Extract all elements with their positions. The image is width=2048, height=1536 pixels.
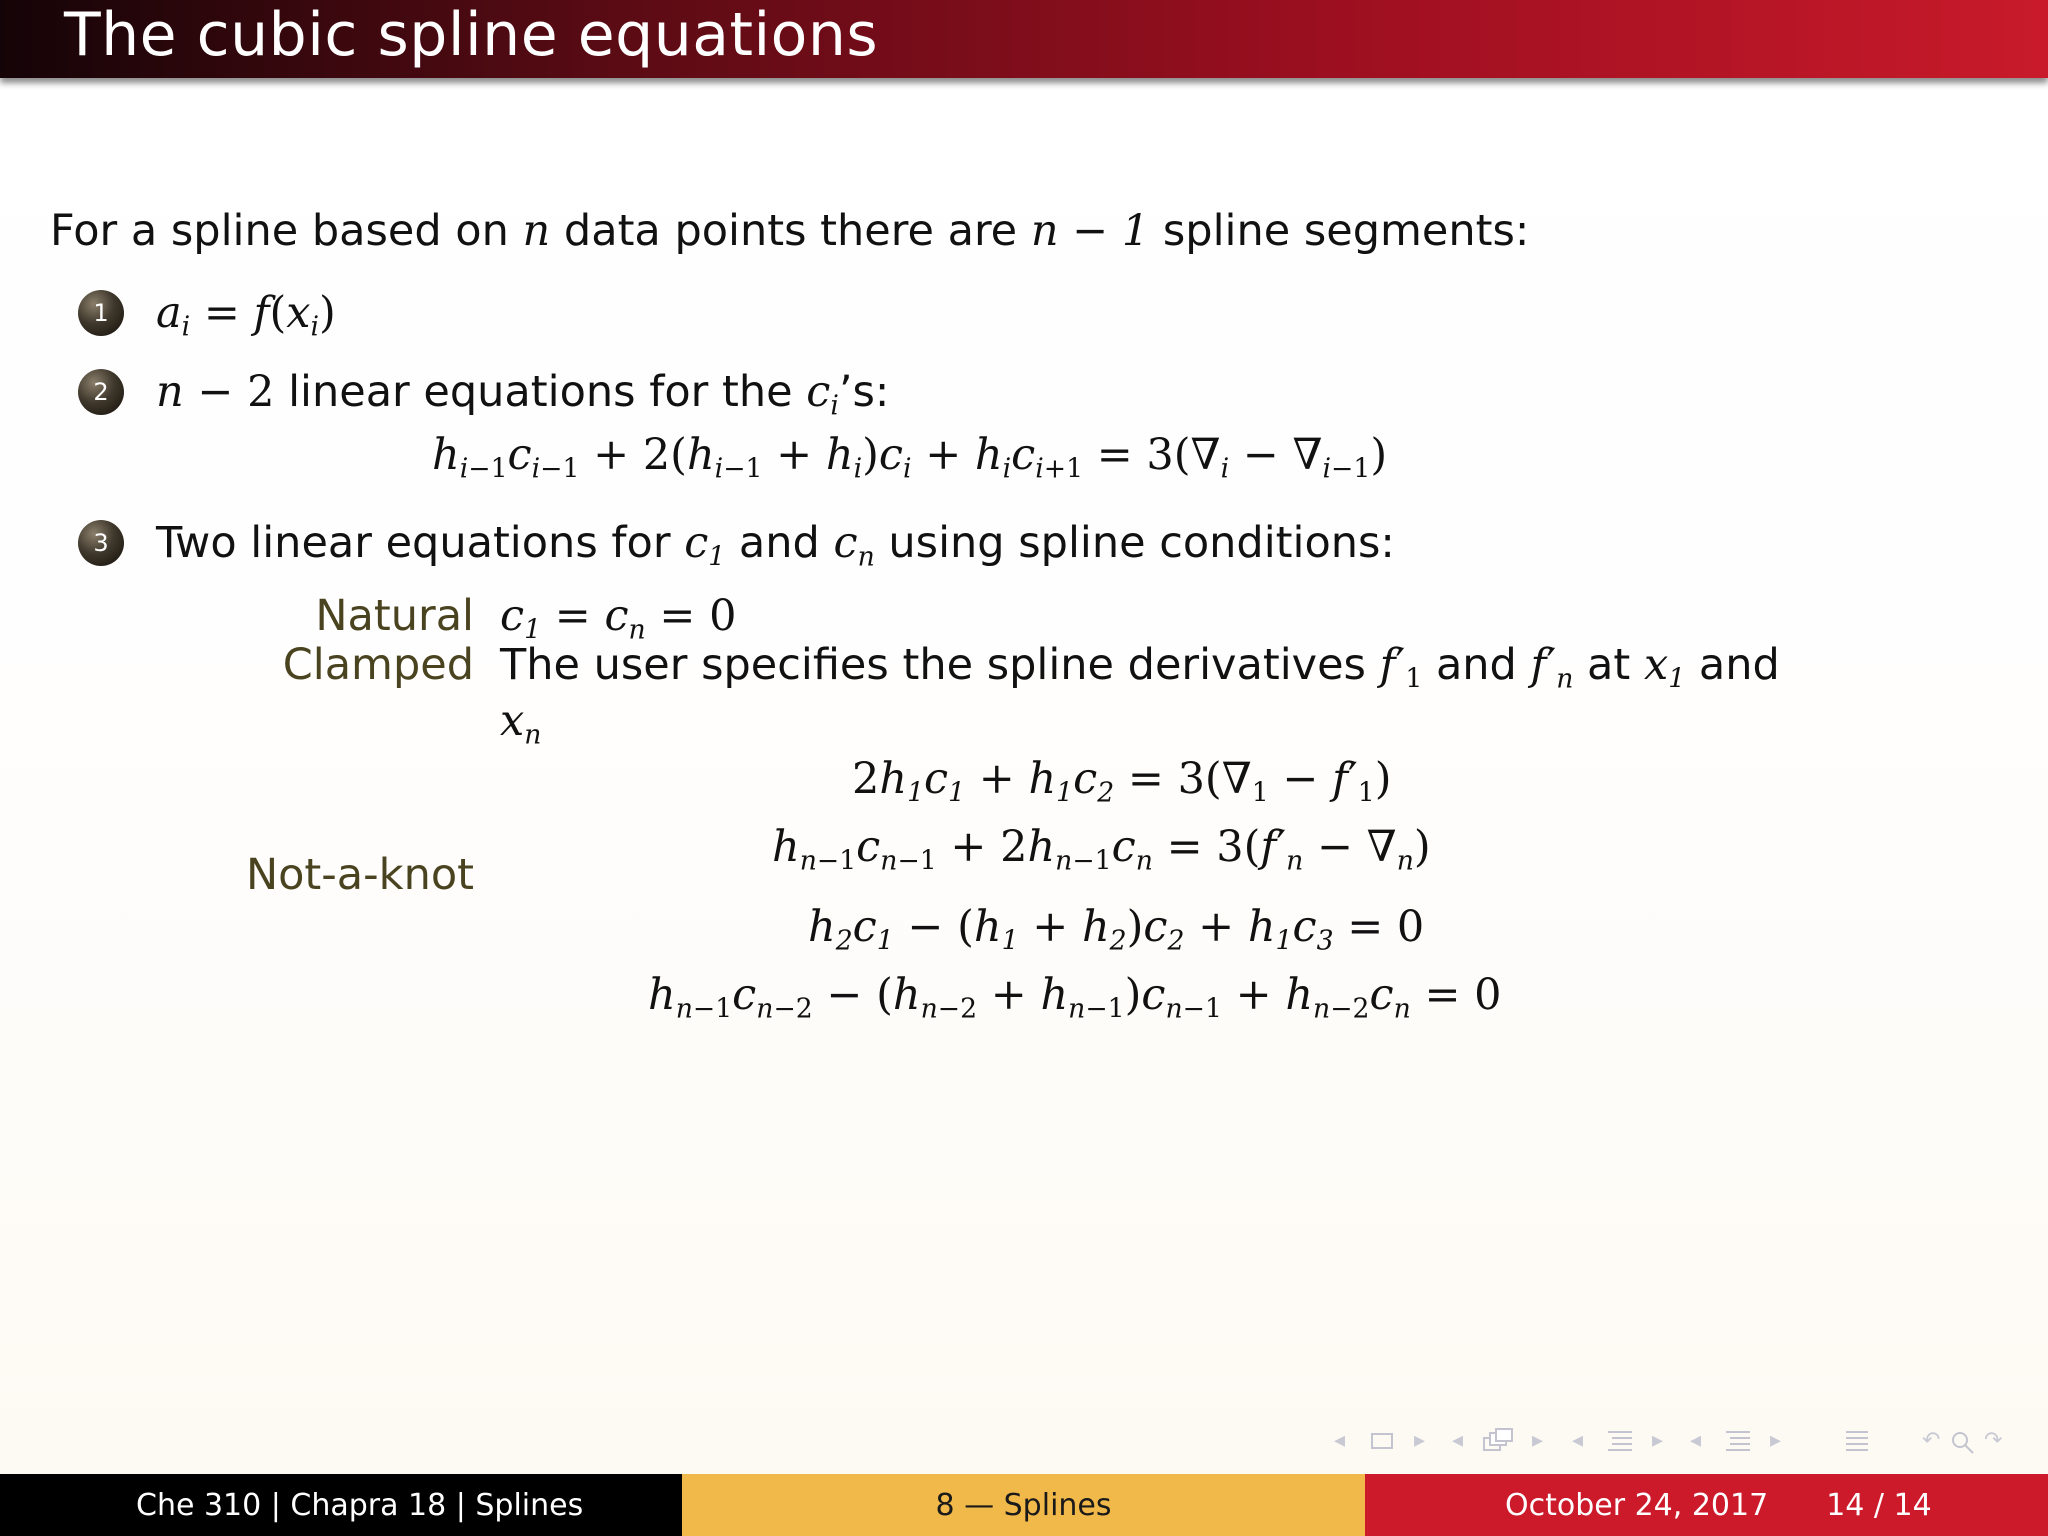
nav-toc-icon[interactable] — [1844, 1428, 1872, 1460]
item-2-text: n − 2 linear equations for the $c_i’s$: — [156, 367, 890, 422]
nav-next-part-icon[interactable]: ▸ — [1770, 1428, 1782, 1453]
nav-subsection-icon[interactable] — [1482, 1428, 1516, 1460]
clamped-description-cont: $x_n$ — [500, 696, 542, 751]
nav-next-frame-icon[interactable]: ▸ — [1414, 1428, 1426, 1453]
footer-bar — [0, 1474, 2048, 1536]
nav-next-subsection-icon[interactable]: ▸ — [1532, 1428, 1544, 1453]
slide-title: The cubic spline equations — [64, 0, 879, 70]
list-item-2 — [78, 367, 890, 422]
nav-prev-section-icon[interactable]: ◂ — [1572, 1428, 1584, 1453]
title-bar — [0, 0, 2048, 78]
nav-section-icon[interactable] — [1606, 1428, 1634, 1460]
item-number-ball-3: 3 — [78, 520, 124, 566]
clamped-label: Clamped — [282, 640, 474, 690]
clamped-equation-1: $2h_1c_1 + h_1c_2 = 3(\nabla_1 - f'_1)$ — [852, 754, 1392, 809]
footer-date-page — [1365, 1474, 2048, 1536]
clamped-description: The user specifies the spline derivatives $f'_1$ and $f'_n$ at $x_1$ and — [500, 640, 1780, 695]
nav-part-icon[interactable] — [1724, 1428, 1752, 1460]
natural-label: Natural — [315, 591, 474, 641]
clamped-equation-2: $h_{n-1}c_{n-1} + 2h_{n-1}c_n = 3(f'_n - \nabla_n)$ — [772, 822, 1431, 877]
list-item-3 — [78, 518, 1395, 573]
nav-undo-icon[interactable]: ↶ — [1922, 1428, 1941, 1453]
not-a-knot-label: Not-a-knot — [245, 850, 474, 900]
tridiagonal-equation: $h_{i-1}c_{i-1} + 2(h_{i-1} + h_i)c_i + h_ic_{i+1} = 3(\nabla_i - \nabla_{i-1})$ — [432, 430, 1388, 485]
item-3-text: Two linear equations for $c_1$ and $c_n$ using spline conditions: — [156, 518, 1395, 573]
nav-prev-frame-icon[interactable]: ◂ — [1334, 1428, 1346, 1453]
nav-search-icon[interactable] — [1950, 1430, 1976, 1462]
item-1-equation: $a_i = f(x_i)$ — [156, 288, 336, 343]
nav-next-section-icon[interactable]: ▸ — [1652, 1428, 1664, 1453]
footer-course: Che 310 | Chapra 18 | Splines — [0, 1474, 682, 1536]
nav-prev-part-icon[interactable]: ◂ — [1690, 1428, 1702, 1453]
footer-section: 8 — Splines — [682, 1474, 1365, 1536]
not-a-knot-equation-2: $h_{n-1}c_{n-2} - (h_{n-2} + h_{n-1})c_{n-1} + h_{n-2}c_n = 0$ — [648, 970, 1502, 1025]
nav-prev-subsection-icon[interactable]: ◂ — [1452, 1428, 1464, 1453]
natural-equation: $c_1 = c_n = 0$ — [500, 591, 737, 646]
list-item-1 — [78, 288, 336, 343]
nav-frame-icon[interactable] — [1370, 1430, 1394, 1462]
footer-page-number: 14 / 14 — [1826, 1487, 1932, 1523]
nav-redo-icon[interactable]: ↷ — [1984, 1428, 2003, 1453]
footer-date: October 24, 2017 — [1505, 1487, 1769, 1523]
intro-sentence: For a spline based on n data points there are n − 1 spline segments: — [50, 206, 1530, 256]
not-a-knot-equation-1: $h_2c_1 - (h_1 + h_2)c_2 + h_1c_3 = 0$ — [808, 902, 1425, 957]
item-number-ball-2: 2 — [78, 369, 124, 415]
item-number-ball-1: 1 — [78, 290, 124, 336]
